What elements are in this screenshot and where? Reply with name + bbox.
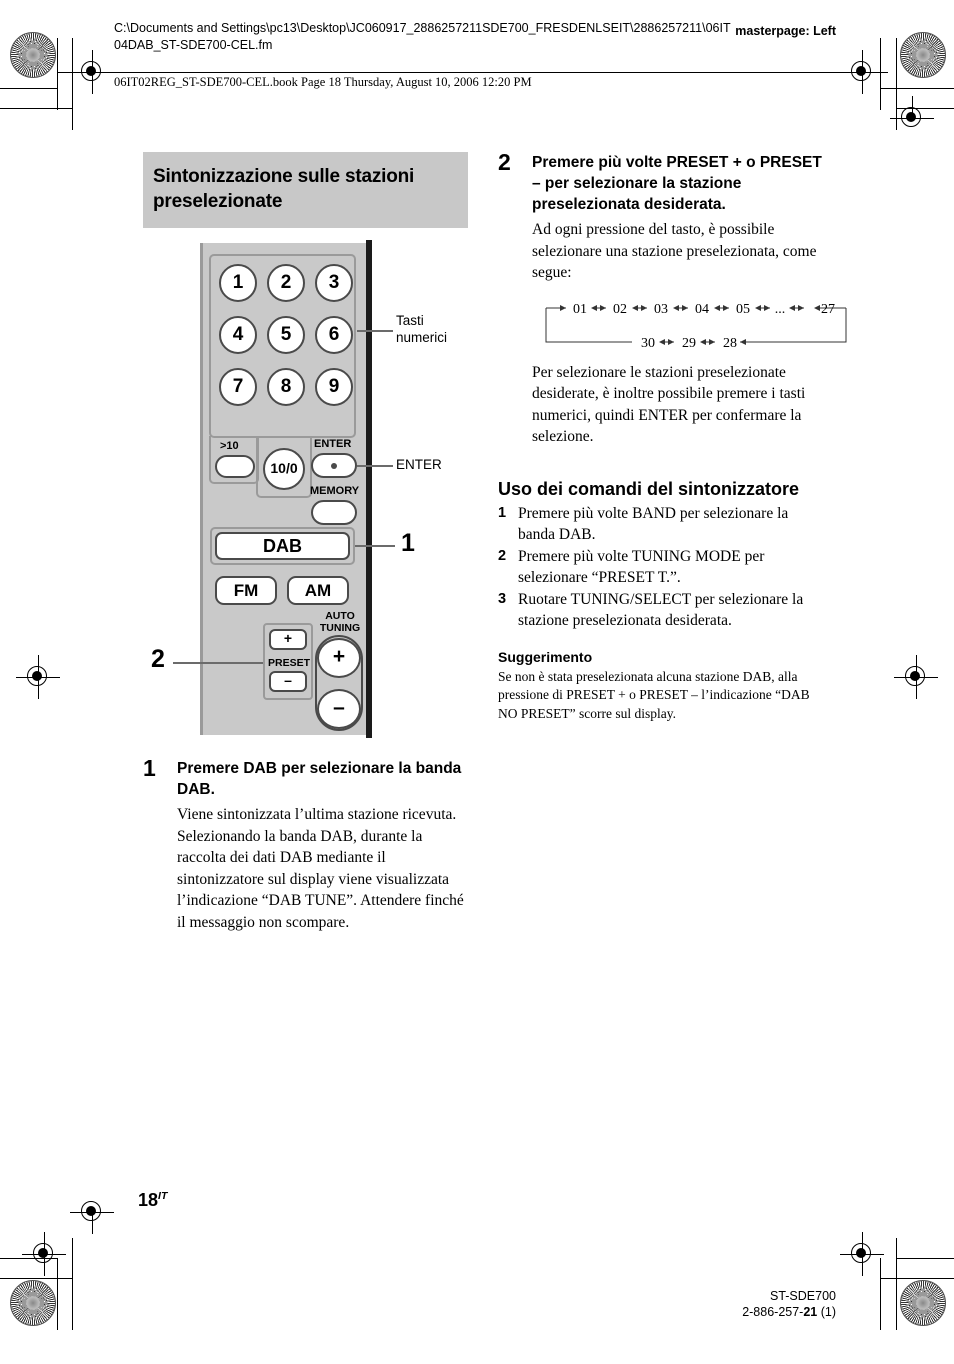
trim-line-bl-v2 [72, 1238, 73, 1330]
tuner-list-item-2-number: 2 [498, 547, 507, 564]
page-number-value: 18 [138, 1190, 159, 1210]
remote-right-edge [366, 240, 372, 738]
callout-enter: ENTER [396, 457, 442, 472]
registration-starburst-top-left [10, 32, 56, 78]
callout-line-dab [355, 545, 395, 547]
numeric-key-5[interactable]: 5 [267, 316, 305, 354]
cycle-node-29: 29 [682, 335, 696, 348]
numeric-key-6[interactable]: 6 [315, 316, 353, 354]
trim-line-tl-h2 [0, 108, 73, 109]
cycle-node-03: 03 [654, 301, 668, 317]
memory-button[interactable] [311, 500, 357, 525]
tip-heading: Suggerimento [498, 648, 593, 665]
gt10-label: >10 [220, 440, 239, 452]
cycle-node-ellipsis: ... [774, 301, 786, 317]
step-2-number: 2 [498, 149, 511, 175]
trim-line-bl-v1 [57, 1258, 58, 1330]
section-heading-band [143, 152, 468, 228]
numeric-key-2[interactable]: 2 [267, 264, 305, 302]
cycle-node-04: 04 [695, 301, 709, 317]
callout-line-numeric-keys [357, 330, 393, 332]
footer-part-bold: 21 [803, 1305, 818, 1319]
left-column [143, 152, 468, 933]
page-number-suffix: IT [158, 1190, 168, 1202]
enter-label: ENTER [314, 438, 352, 450]
trim-line-br-h1 [881, 1278, 954, 1279]
cycle-node-01: 01 [573, 301, 587, 317]
registration-cross-bottom-left [22, 1232, 66, 1276]
registration-cross-corner-bl [70, 1190, 114, 1234]
trim-line-tr-h2 [897, 108, 954, 109]
registration-starburst-bottom-left [10, 1280, 56, 1326]
file-path-header: C:\Documents and Settings\pc13\Desktop\JC060917_2886257211SDE700_FRESDENLSEIT\2886257211\06IT04DAB_ST-SDE700-CEL.fm [114, 21, 731, 52]
am-button[interactable]: AM [287, 576, 349, 605]
gt10-button[interactable] [215, 455, 255, 478]
auto-tuning-minus-button[interactable]: – [317, 689, 361, 729]
step-2 [498, 149, 835, 448]
numeric-key-3[interactable]: 3 [315, 264, 353, 302]
cycle-node-02: 02 [613, 301, 627, 317]
tuner-list-item-2-text: Premere più volte TUNING MODE per selezionare “PRESET T.”. [518, 547, 765, 586]
tuner-list-item-1-text: Premere più volte BAND per selezionare la banda DAB. [518, 504, 789, 543]
cycle-node-28: 28 [723, 335, 737, 348]
auto-tuning-plus-button[interactable]: + [317, 638, 361, 678]
step-1-number: 1 [143, 755, 156, 781]
remote-control-illustration [143, 240, 468, 740]
registration-starburst-top-right [900, 32, 946, 78]
tuner-list-item-1-number: 1 [498, 504, 507, 521]
footer-model-name: ST-SDE700 [769, 1289, 836, 1303]
trim-line-bl-h1 [0, 1258, 58, 1259]
numeric-key-4[interactable]: 4 [219, 316, 257, 354]
registration-cross-mid-left [16, 655, 60, 699]
numeric-key-9[interactable]: 9 [315, 368, 353, 406]
tenzero-button[interactable]: 10/0 [263, 448, 305, 490]
trim-line-tl-v1 [57, 38, 58, 110]
page-number [138, 1190, 167, 1211]
callout-line-enter [357, 465, 393, 467]
trim-line-tr-h1 [881, 88, 954, 89]
cycle-node-27: 27 [821, 301, 835, 317]
registration-cross-bottom-right [840, 1232, 884, 1276]
memory-label: MEMORY [310, 485, 360, 497]
registration-starburst-bottom-right [900, 1280, 946, 1326]
trim-line-tl-v2 [72, 38, 73, 130]
numeric-key-8[interactable]: 8 [267, 368, 305, 406]
registration-cross-mid-right [894, 655, 938, 699]
right-column [498, 149, 835, 723]
numeric-key-7[interactable]: 7 [219, 368, 257, 406]
preset-minus-button[interactable]: – [269, 671, 307, 692]
cycle-node-30: 30 [641, 335, 655, 348]
masterpage-label: masterpage: Left [735, 24, 836, 38]
book-info-line: 06IT02REG_ST-SDE700-CEL.book Page 18 Thursday, August 10, 2006 12:20 PM [114, 75, 532, 89]
step-2-title: Premere più volte PRESET + o PRESET – per selezionare la stazione preselezionata desiderata. [532, 154, 822, 213]
tip-body: Se non è stata preselezionata alcuna stazione DAB, alla pressione di PRESET + o PRESET – l’indicazione “DAB NO PRESET” scorre sul display. [498, 668, 810, 721]
trim-line-br-v1 [880, 1258, 881, 1330]
numeric-key-1[interactable]: 1 [219, 264, 257, 302]
tuner-controls-list [498, 503, 828, 632]
trim-line-tl-h1 [0, 88, 58, 89]
tuner-list-item-1 [498, 503, 828, 546]
footer-part-number [742, 1304, 836, 1320]
callout-number-1: 1 [401, 529, 415, 557]
tuner-list-item-3 [498, 589, 828, 632]
auto-tuning-label: AUTO TUNING [319, 610, 361, 634]
step-1-body: Viene sintonizzata l’ultima stazione ricevuta. Selezionando la banda DAB, durante la raccolta dei dati DAB mediante il sintonizzatore sul display viene visualizzata l’indicazione “DAB TUNE”. Attendere finché il messaggio non scompare. [177, 806, 464, 931]
header-rule [58, 72, 888, 73]
preset-label: PRESET [267, 657, 310, 669]
cycle-node-05: 05 [736, 301, 750, 317]
preset-plus-button[interactable]: + [269, 629, 307, 650]
step-2-after-diagram: Per selezionare le stazioni preselezionate desiderate, è inoltre possibile premere i tasti numerici, quindi ENTER per confermare la selezione. [532, 363, 806, 445]
tuner-list-item-3-number: 3 [498, 590, 507, 607]
page-title: Sintonizzazione sulle stazioni preselezionate [153, 166, 415, 212]
callout-number-2: 2 [151, 645, 165, 673]
callout-line-preset [173, 662, 263, 664]
enter-button-dot-icon [331, 463, 337, 469]
tuner-list-item-3-text: Ruotare TUNING/SELECT per selezionare la stazione preselezionata desiderata. [518, 590, 804, 629]
tuner-list-item-2 [498, 546, 828, 589]
step-1-title: Premere DAB per selezionare la banda DAB. [177, 760, 462, 798]
trim-line-tr-v2 [896, 38, 897, 130]
trim-line-br-h2 [897, 1258, 954, 1259]
step-2-body: Ad ogni pressione del tasto, è possibile selezionare una stazione preselezionata, come segue: [532, 221, 817, 281]
preset-cycle-diagram [540, 296, 852, 348]
dab-button[interactable]: DAB [215, 532, 350, 560]
footer-model-block [742, 1288, 836, 1320]
trim-line-br-v2 [896, 1238, 897, 1330]
trim-line-tr-v1 [880, 38, 881, 110]
step-1 [143, 755, 468, 933]
footer-part-suffix: (1) [817, 1305, 836, 1319]
tuner-controls-heading: Uso dei comandi del sintonizzatore [498, 478, 800, 499]
trim-line-bl-h2 [0, 1278, 73, 1279]
callout-numeric-keys: Tasti numerici [396, 313, 448, 345]
footer-part-prefix: 2-886-257- [742, 1305, 804, 1319]
fm-button[interactable]: FM [215, 576, 277, 605]
